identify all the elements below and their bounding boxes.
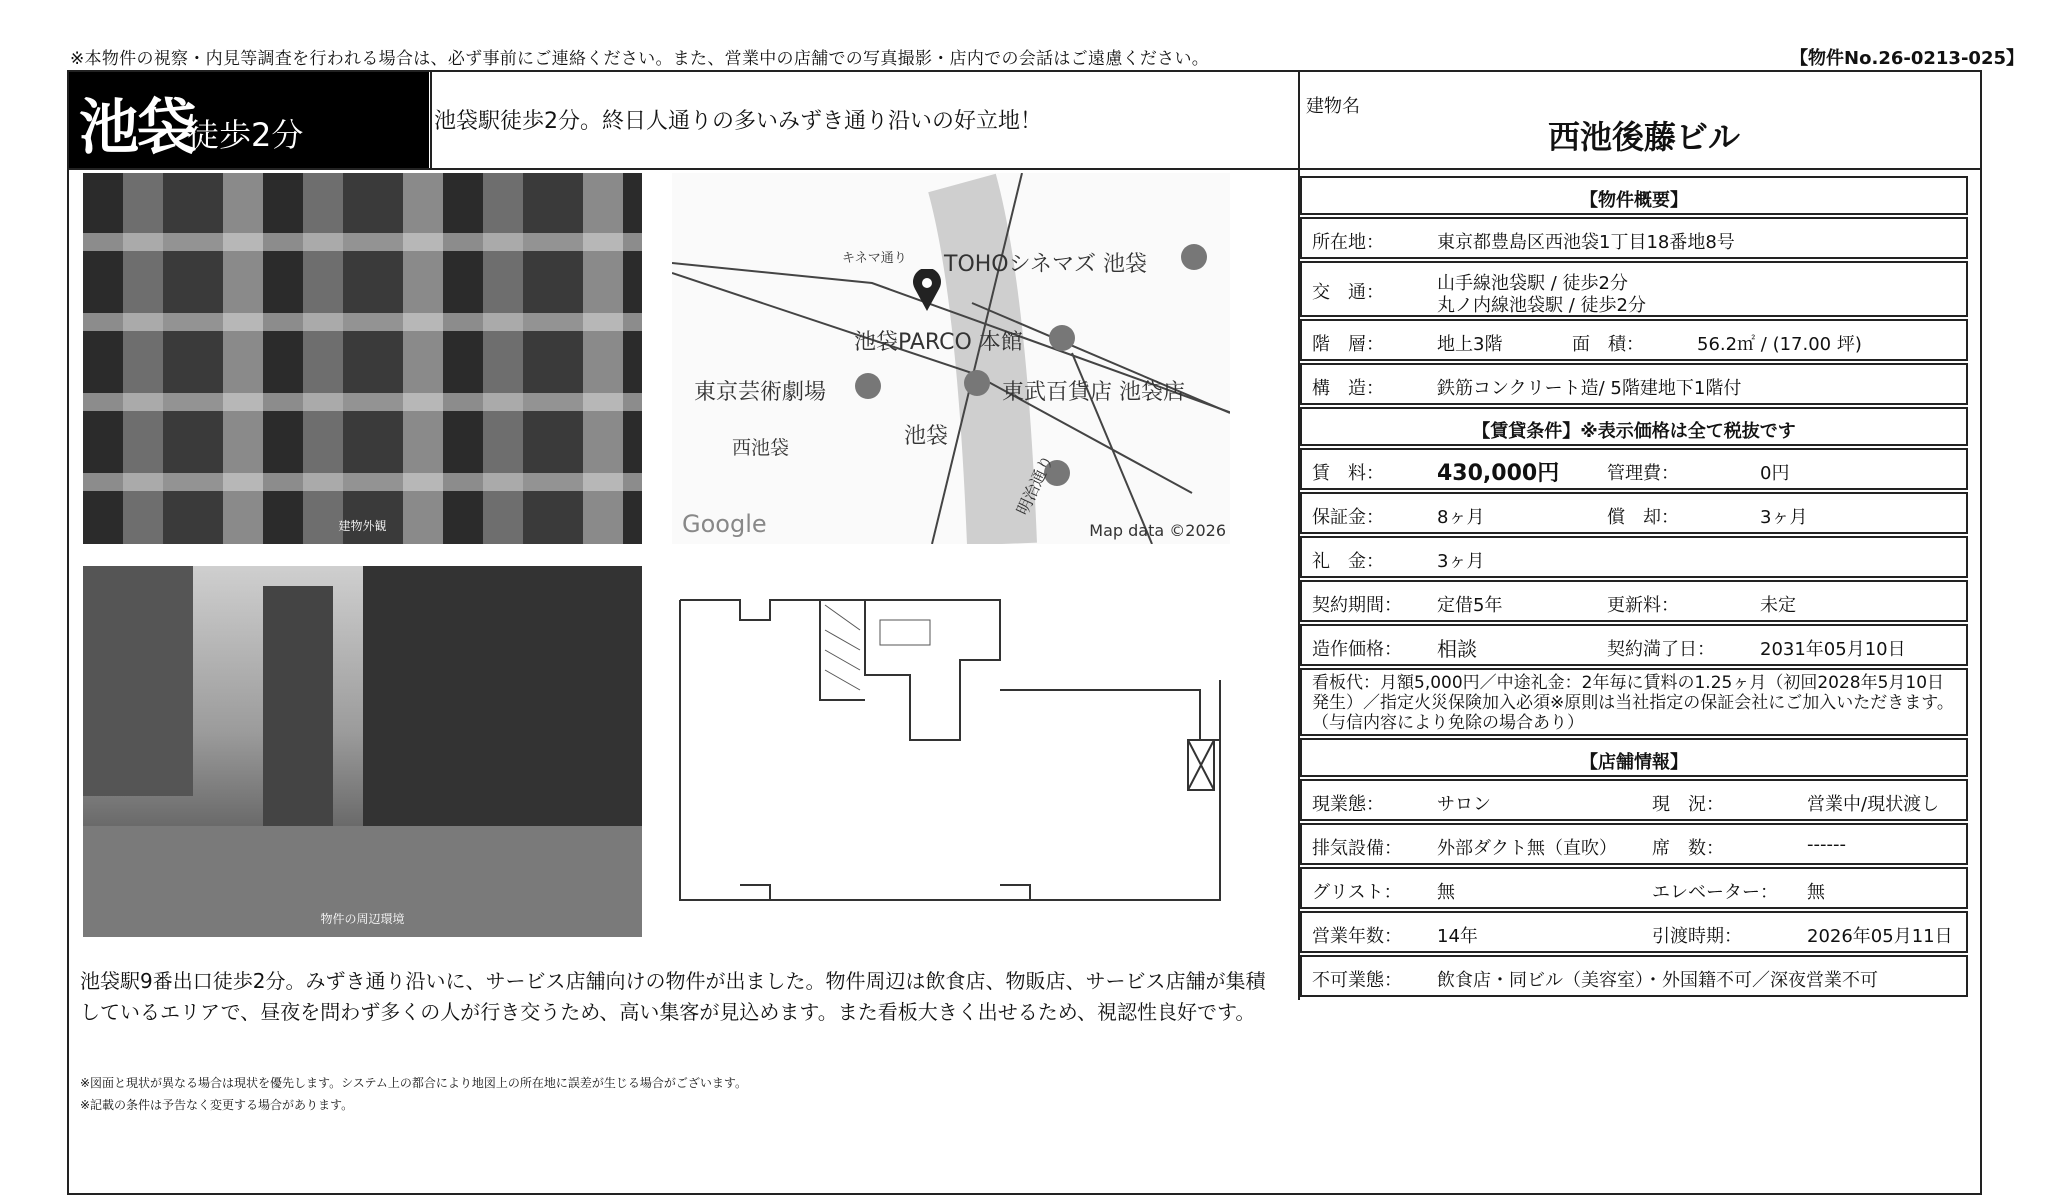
rent-value: 430,000円: [1437, 461, 1560, 486]
exterior-photo-caption: 建物外観: [338, 519, 387, 533]
row-value: 56.2㎡ / (17.00 坪): [1697, 334, 1862, 355]
row-label: 面 積：: [1572, 334, 1644, 355]
table-row-structure: [1300, 363, 1968, 405]
station-name: 池袋: [79, 93, 195, 163]
section-title: 【店舗情報】: [1580, 752, 1688, 773]
row-label: 営業年数：: [1312, 926, 1402, 947]
table-row-keymoney: [1300, 536, 1968, 578]
map-label-geigeki: 東京芸術劇場: [694, 380, 827, 405]
map-label-ikebukuro: 池袋: [904, 424, 949, 449]
row-label: 償 却：: [1607, 507, 1679, 528]
station-walk-time: 徒歩2分: [187, 116, 304, 154]
row-value: 3ヶ月: [1437, 551, 1485, 572]
google-logo: Google: [682, 510, 767, 538]
table-row-remarks: [1300, 668, 1968, 736]
table-row-rent: [1300, 448, 1968, 490]
property-description: 池袋駅9番出口徒歩2分。みずき通り沿いに、サービス店舗向けの物件が出ました。物件周辺は飲食店、物販店、サービス店舗が集積しているエリアで、昼夜を問わず多くの人が行き交うため、高い集客が見込めます。また看板大きく出せるため、視認性良好です。: [80, 969, 1266, 1024]
catchphrase: 池袋駅徒歩2分。終日人通りの多いみずき通り沿いの好立地！: [434, 109, 1042, 134]
building-name: 西池後藤ビル: [1548, 118, 1741, 156]
table-row-fixture: [1300, 624, 1968, 666]
table-row-grease: [1300, 867, 1968, 909]
row-label: 引渡時期：: [1652, 926, 1742, 947]
table-row-floor: [1300, 319, 1968, 361]
row-label: 礼 金：: [1312, 551, 1384, 572]
row-value: 相談: [1437, 637, 1477, 661]
map-pin-icon: [912, 269, 942, 311]
row-label: 交 通：: [1312, 282, 1384, 303]
building-name-label: 建物名: [1306, 96, 1360, 117]
row-label: 保証金：: [1312, 507, 1384, 528]
row-value: 東京都豊島区西池袋1丁目18番地8号: [1437, 232, 1735, 253]
exterior-photo: [83, 173, 642, 544]
map-label-tobu: 東武百貨店 池袋店: [1002, 380, 1185, 405]
row-label: 更新料：: [1607, 595, 1679, 616]
row-value: 山手線池袋駅 / 徒歩2分: [1437, 273, 1628, 294]
row-label: 排気設備：: [1312, 838, 1402, 859]
section-title: 【賃貸条件】※表示価格は全て税抜です: [1472, 421, 1796, 442]
map-label-meiji: 明治通り: [1012, 451, 1058, 518]
header-divider: [430, 72, 432, 168]
row-value: 3ヶ月: [1760, 507, 1808, 528]
row-label: エレベーター：: [1652, 882, 1778, 903]
row-value: 2031年05月10日: [1760, 639, 1906, 660]
row-value: 無: [1437, 882, 1455, 903]
section-header-lease: [1300, 407, 1968, 446]
row-label: 所在地：: [1312, 232, 1384, 253]
section-header-overview: [1300, 176, 1968, 215]
row-label: 不可業態：: [1312, 970, 1402, 991]
row-label: 造作価格：: [1312, 639, 1402, 660]
row-value: 8ヶ月: [1437, 507, 1485, 528]
row-label: 構 造：: [1312, 378, 1384, 399]
map: [672, 173, 1230, 544]
row-value: 飲食店・同ビル（美容室）・外国籍不可／深夜営業不可: [1437, 970, 1878, 991]
surroundings-photo: [83, 566, 642, 937]
station-badge: [69, 72, 429, 168]
viewing-notice: ※本物件の視察・内見等調査を行われる場合は、必ず事前にご連絡ください。また、営業中の店舗での写真撮影・店内での会話はご遠慮ください。: [70, 49, 1210, 69]
surroundings-photo-caption: 物件の周辺環境: [320, 912, 405, 926]
map-roads: [672, 173, 1230, 544]
floor-plan: [670, 590, 1232, 920]
table-row-exhaust: [1300, 823, 1968, 865]
row-value: 外部ダクト無（直吹）: [1437, 838, 1617, 859]
row-value: 14年: [1437, 926, 1478, 947]
footnote: ※図面と現状が異なる場合は現状を優先します。システム上の都合により地図上の所在地に誤差が生じる場合がございます。: [80, 1076, 747, 1090]
remarks-text: 看板代：月額5,000円／中途礼金：2年毎に賃料の1.25ヶ月（初回2028年5月10日発生）／指定火災保険加入必須※原則は当社指定の保証会社にご加入いただきます。（与信内容により免除の場合あり）: [1312, 673, 1954, 733]
table-row-transport: [1300, 261, 1968, 317]
map-credit: Map data ©2026: [1089, 521, 1226, 540]
row-label: 契約期間：: [1312, 595, 1402, 616]
map-label-parco: 池袋PARCO 本館: [854, 330, 1023, 355]
footnote: ※記載の条件は予告なく変更する場合があります。: [80, 1098, 354, 1112]
map-label-nishiikebukuro: 西池袋: [732, 437, 790, 459]
row-value: 2026年05月11日: [1807, 926, 1953, 947]
row-label: 契約満了日：: [1607, 639, 1715, 660]
table-row-location: [1300, 217, 1968, 259]
row-value: 鉄筋コンクリート造/ 5階建地下1階付: [1437, 378, 1742, 399]
row-value: サロン: [1437, 794, 1491, 815]
row-value: 丸ノ内線池袋駅 / 徒歩2分: [1437, 295, 1646, 316]
row-value: 0円: [1760, 463, 1790, 484]
section-title: 【物件概要】: [1580, 190, 1688, 211]
table-row-prohibited: [1300, 955, 1968, 997]
table-row-years: [1300, 911, 1968, 953]
row-label: 階 層：: [1312, 334, 1384, 355]
row-label: グリスト：: [1312, 882, 1402, 903]
map-label-kinema: キネマ通り: [842, 251, 907, 266]
row-label: 現 況：: [1652, 794, 1724, 815]
table-row-business: [1300, 779, 1968, 821]
header-divider: [1298, 72, 1300, 170]
row-value: ------: [1807, 834, 1846, 855]
map-label-toho: TOHOシネマズ 池袋: [944, 252, 1147, 277]
table-row-deposit: [1300, 492, 1968, 534]
row-value: 無: [1807, 882, 1825, 903]
row-label: 管理費：: [1607, 463, 1679, 484]
section-header-store: [1300, 738, 1968, 777]
row-value: 地上3階: [1437, 334, 1503, 355]
row-label: 現業態：: [1312, 794, 1384, 815]
row-label: 賃 料：: [1312, 463, 1384, 484]
row-value: 未定: [1760, 595, 1796, 616]
row-label: 席 数：: [1652, 838, 1724, 859]
property-number: 【物件No.26-0213-025】: [1790, 48, 2024, 69]
row-value: 定借5年: [1437, 595, 1503, 616]
row-value: 営業中/現状渡し: [1807, 794, 1940, 815]
table-row-term: [1300, 580, 1968, 622]
